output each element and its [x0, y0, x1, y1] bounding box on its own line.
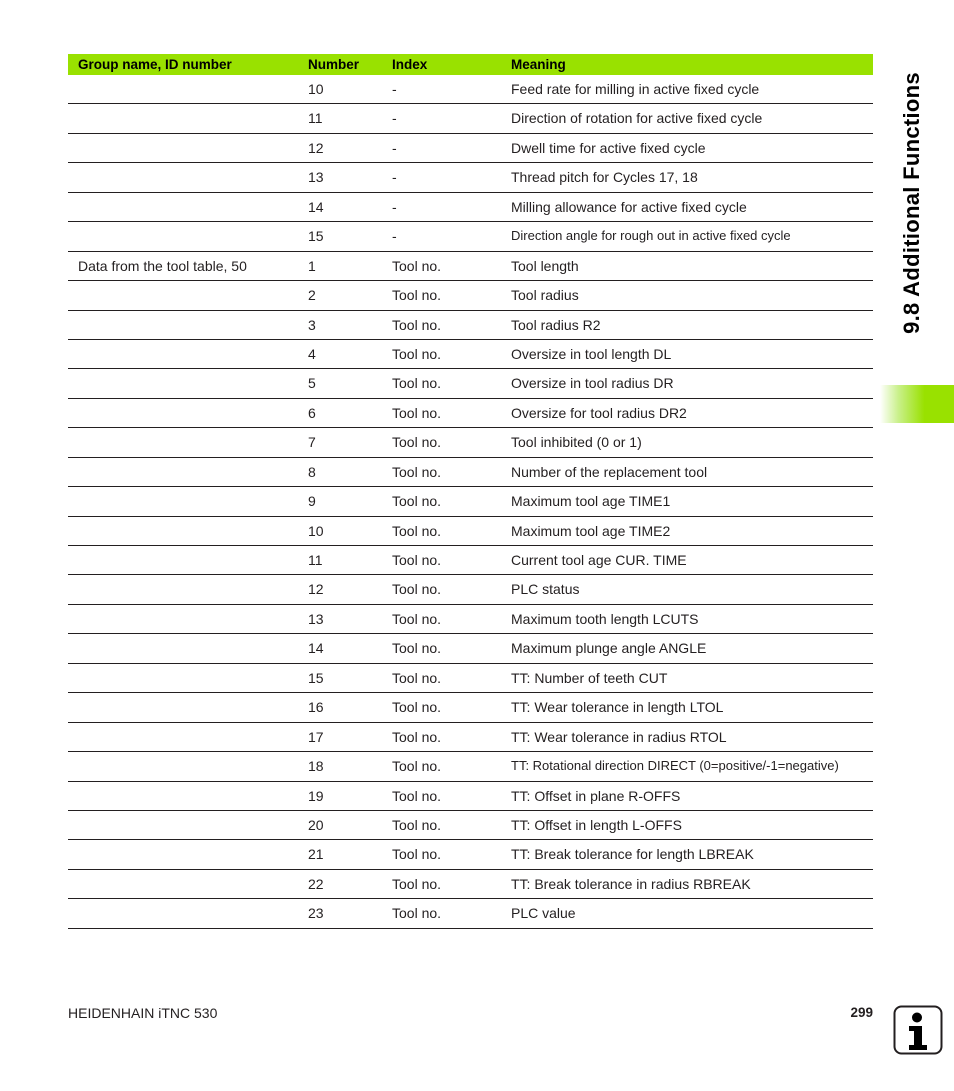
cell-meaning: TT: Break tolerance in radius RBREAK	[511, 875, 751, 892]
cell-index: -	[392, 139, 397, 156]
cell-meaning: TT: Rotational direction DIRECT (0=positive/-1=negative)	[511, 758, 839, 774]
table-row	[68, 664, 873, 693]
footer-product: HEIDENHAIN iTNC 530	[68, 1005, 218, 1021]
cell-number: 8	[308, 463, 316, 480]
cell-meaning: Oversize in tool length DL	[511, 345, 672, 362]
cell-index: -	[392, 198, 397, 215]
table-row	[68, 104, 873, 133]
cell-meaning: TT: Wear tolerance in radius RTOL	[511, 728, 727, 745]
cell-number: 18	[308, 758, 324, 775]
table-row	[68, 399, 873, 428]
cell-index: Tool no.	[392, 816, 442, 833]
cell-index: Tool no.	[392, 287, 442, 304]
cell-index: Tool no.	[392, 787, 442, 804]
cell-number: 7	[308, 434, 316, 451]
cell-meaning: Oversize for tool radius DR2	[511, 404, 687, 421]
table-row	[68, 252, 873, 281]
cell-meaning: Tool radius R2	[511, 316, 601, 333]
cell-index: Tool no.	[392, 552, 442, 568]
cell-meaning: Milling allowance for active fixed cycle	[511, 198, 747, 215]
cell-number: 22	[308, 875, 324, 892]
cell-number: 13	[308, 169, 324, 186]
cell-meaning: TT: Break tolerance for length LBREAK	[511, 846, 754, 863]
cell-meaning: TT: Number of teeth CUT	[511, 669, 668, 686]
table-row	[68, 222, 873, 251]
cell-meaning: Maximum tool age TIME2	[511, 522, 671, 539]
cell-number: 11	[308, 552, 323, 568]
cell-meaning: Tool length	[511, 257, 579, 274]
table-row	[68, 281, 873, 310]
cell-meaning: Oversize in tool radius DR	[511, 375, 674, 392]
cell-meaning: Tool inhibited (0 or 1)	[511, 434, 642, 451]
cell-number: 4	[308, 345, 316, 362]
info-icon	[893, 1005, 943, 1055]
cell-meaning: Direction of rotation for active fixed cycle	[511, 110, 763, 127]
cell-meaning: TT: Wear tolerance in length LTOL	[511, 699, 724, 716]
cell-index: Tool no.	[392, 758, 442, 775]
cell-number: 12	[308, 581, 324, 598]
cell-group: Data from the tool table, 50	[78, 257, 247, 274]
table-row	[68, 840, 873, 869]
cell-index: Tool no.	[392, 905, 442, 922]
table-row	[68, 134, 873, 163]
cell-index: Tool no.	[392, 345, 442, 362]
cell-meaning: Maximum tool age TIME1	[511, 493, 671, 510]
cell-number: 15	[308, 228, 324, 245]
header-group: Group name, ID number	[78, 57, 232, 72]
cell-number: 11	[308, 110, 323, 127]
cell-index: -	[392, 169, 397, 186]
cell-meaning: TT: Offset in plane R-OFFS	[511, 787, 681, 804]
header-number: Number	[308, 57, 360, 72]
cell-number: 15	[308, 669, 324, 686]
cell-meaning: Number of the replacement tool	[511, 463, 708, 480]
table-row	[68, 782, 873, 811]
cell-index: -	[392, 228, 397, 245]
table-header	[68, 54, 873, 75]
cell-number: 14	[308, 640, 324, 657]
cell-number: 20	[308, 816, 324, 833]
page-number: 299	[850, 1005, 873, 1020]
cell-index: Tool no.	[392, 463, 442, 480]
cell-index: Tool no.	[392, 699, 442, 716]
cell-number: 21	[308, 846, 324, 863]
section-title-vertical	[895, 53, 929, 353]
table-row	[68, 458, 873, 487]
table-row	[68, 487, 873, 516]
cell-meaning: Maximum tooth length LCUTS	[511, 610, 699, 627]
section-tab-marker	[880, 385, 954, 423]
table-body	[68, 75, 873, 929]
cell-number: 23	[308, 905, 324, 922]
cell-number: 5	[308, 375, 316, 392]
cell-index: Tool no.	[392, 846, 442, 863]
cell-number: 13	[308, 610, 324, 627]
table-row	[68, 752, 873, 781]
cell-number: 12	[308, 139, 324, 156]
cell-index: Tool no.	[392, 316, 442, 333]
cell-number: 17	[308, 728, 324, 745]
table-row	[68, 369, 873, 398]
cell-meaning: Current tool age CUR. TIME	[511, 552, 687, 568]
table-row	[68, 193, 873, 222]
table-row	[68, 723, 873, 752]
cell-meaning: Thread pitch for Cycles 17, 18	[511, 169, 698, 186]
parameter-table	[68, 54, 873, 929]
cell-index: Tool no.	[392, 610, 442, 627]
cell-meaning: Tool radius	[511, 287, 579, 304]
cell-number: 10	[308, 81, 324, 97]
header-meaning: Meaning	[511, 57, 566, 72]
cell-index: Tool no.	[392, 875, 442, 892]
cell-number: 16	[308, 699, 324, 716]
table-row	[68, 428, 873, 457]
cell-number: 9	[308, 493, 316, 510]
cell-meaning: Maximum plunge angle ANGLE	[511, 640, 707, 657]
cell-number: 14	[308, 198, 324, 215]
cell-meaning: PLC value	[511, 905, 576, 922]
cell-index: Tool no.	[392, 257, 442, 274]
table-row	[68, 311, 873, 340]
cell-number: 3	[308, 316, 316, 333]
cell-index: Tool no.	[392, 493, 442, 510]
table-row	[68, 605, 873, 634]
cell-meaning: TT: Offset in length L-OFFS	[511, 816, 682, 833]
table-row	[68, 899, 873, 928]
cell-index: -	[392, 110, 397, 127]
cell-number: 1	[308, 257, 316, 274]
table-row	[68, 163, 873, 192]
cell-index: -	[392, 81, 397, 97]
cell-meaning: Dwell time for active fixed cycle	[511, 139, 706, 156]
table-row	[68, 693, 873, 722]
cell-number: 19	[308, 787, 324, 804]
cell-index: Tool no.	[392, 404, 442, 421]
cell-index: Tool no.	[392, 434, 442, 451]
cell-number: 6	[308, 404, 316, 421]
cell-meaning: Direction angle for rough out in active fixed cycle	[511, 228, 791, 244]
cell-number: 2	[308, 287, 316, 304]
table-row	[68, 870, 873, 899]
cell-index: Tool no.	[392, 728, 442, 745]
cell-number: 10	[308, 522, 324, 539]
cell-index: Tool no.	[392, 375, 442, 392]
header-index: Index	[392, 57, 428, 72]
cell-meaning: Feed rate for milling in active fixed cycle	[511, 81, 760, 97]
table-row	[68, 517, 873, 546]
table-row	[68, 634, 873, 663]
table-row	[68, 340, 873, 369]
table-row	[68, 546, 873, 575]
table-row	[68, 575, 873, 604]
cell-index: Tool no.	[392, 581, 442, 598]
cell-index: Tool no.	[392, 669, 442, 686]
cell-index: Tool no.	[392, 522, 442, 539]
table-row	[68, 811, 873, 840]
cell-meaning: PLC status	[511, 581, 580, 598]
section-title-text: 9.8 Additional Functions	[899, 72, 924, 334]
cell-index: Tool no.	[392, 640, 442, 657]
table-row	[68, 75, 873, 104]
